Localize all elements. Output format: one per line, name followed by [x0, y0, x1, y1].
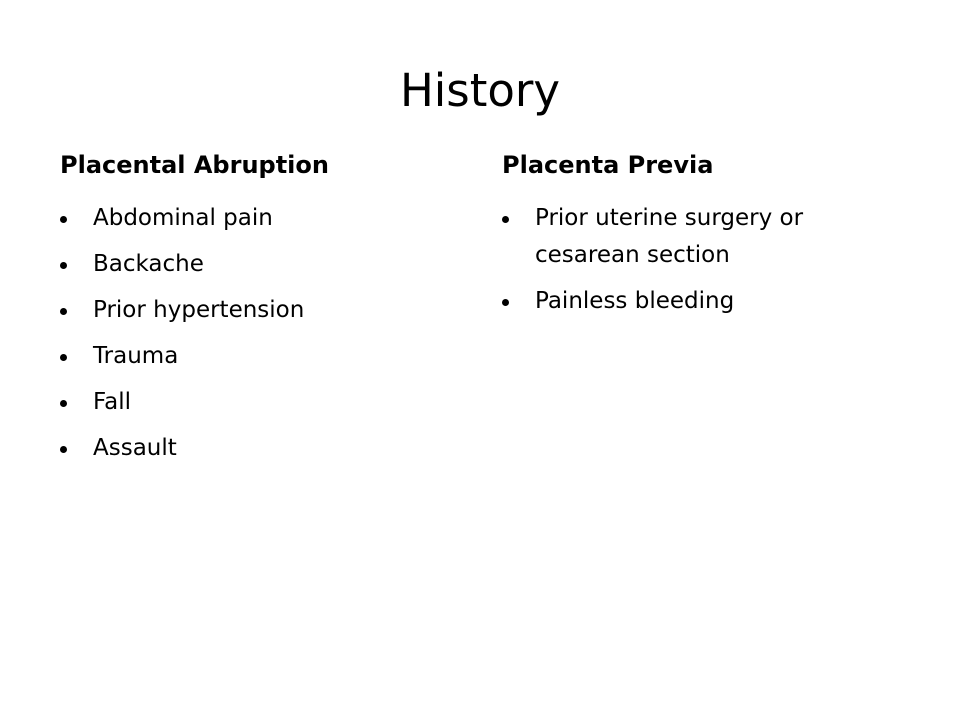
list-item [60, 430, 460, 467]
right-column-heading: Placenta Previa [502, 151, 714, 179]
list-item-text: Fall [93, 389, 131, 415]
bullet-icon [60, 216, 67, 223]
list-item [502, 283, 902, 320]
bullet-icon [502, 216, 509, 223]
list-item [502, 200, 902, 274]
list-item-text: Abdominal pain [93, 205, 273, 231]
list-item [60, 384, 460, 421]
slide-title: History [399, 64, 561, 117]
list-item-text: Prior uterine surgery or cesarean section [535, 205, 804, 268]
list-item-text: Prior hypertension [93, 297, 305, 323]
list-item-text: Painless bleeding [535, 288, 735, 314]
list-item [60, 292, 460, 329]
list-item-text: Backache [93, 251, 204, 277]
bullet-icon [60, 262, 67, 269]
left-bullet-list [60, 200, 460, 467]
bullet-icon [60, 400, 67, 407]
list-item-text: Trauma [93, 343, 179, 369]
list-item [60, 338, 460, 375]
list-item [60, 200, 460, 237]
list-item [60, 246, 460, 283]
right-bullet-list [502, 200, 902, 320]
bullet-icon [60, 308, 67, 315]
bullet-icon [60, 354, 67, 361]
left-column [60, 147, 460, 476]
right-column [502, 147, 902, 329]
left-column-heading: Placental Abruption [60, 151, 329, 179]
list-item-text: Assault [93, 435, 177, 461]
bullet-icon [502, 299, 509, 306]
bullet-icon [60, 446, 67, 453]
